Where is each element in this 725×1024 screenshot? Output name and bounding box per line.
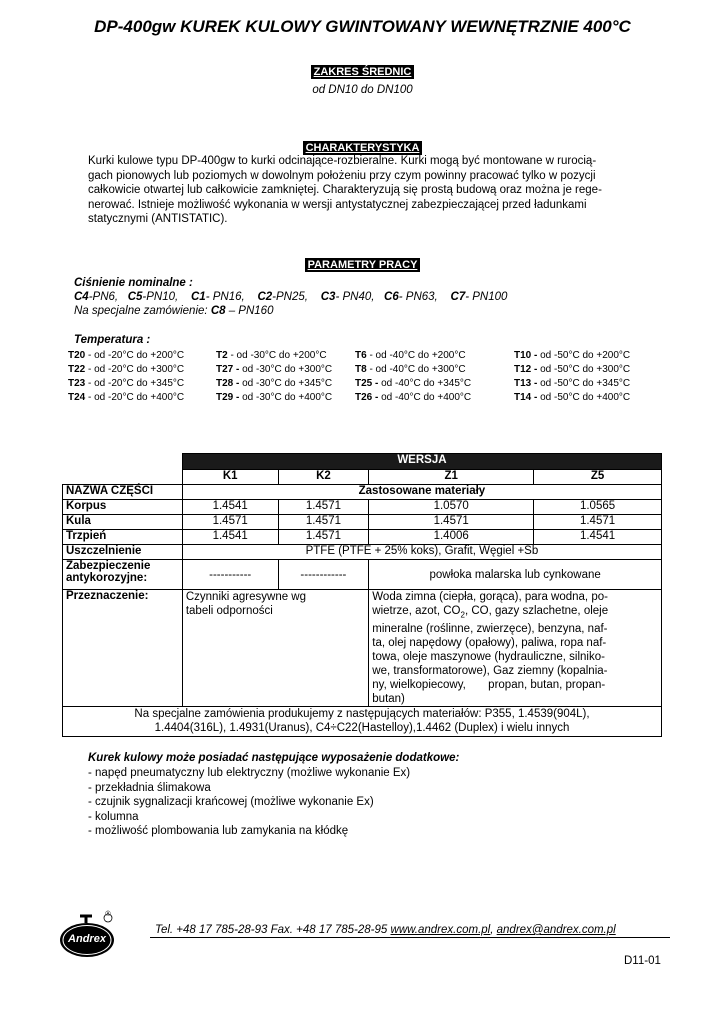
- page-title: DP-400gw KUREK KULOWY GWINTOWANY WEWNĘTRZNIE 400°C: [94, 17, 631, 36]
- temp-code: T10 -: [514, 350, 538, 361]
- nazwa-header: NAZWA CZĘŚCI: [63, 485, 183, 500]
- spec-table: [62, 453, 662, 737]
- version-z1: Z1: [369, 470, 534, 485]
- temp-code: T27 -: [216, 364, 240, 375]
- temp-row: [514, 377, 664, 391]
- temp-code: T28 -: [216, 378, 240, 389]
- pressure-value: - PN63,: [398, 291, 438, 303]
- pressure-code: C4: [74, 291, 89, 303]
- temperatura-label: Temperatura :: [74, 334, 151, 346]
- temp-range: - od -40°C do +200°C: [369, 350, 466, 361]
- material-cell: 1.4571: [182, 515, 278, 530]
- przeznaczenie-z-line: towa, oleje maszynowe (hydrauliczne, silniko-: [372, 651, 605, 664]
- pressure-code: C6: [384, 291, 399, 303]
- zakres-heading: ZAKRES ŚREDNIC: [311, 65, 415, 79]
- table-row: [63, 485, 662, 500]
- table-row: [63, 545, 662, 560]
- temp-row: [355, 391, 505, 405]
- temp-range: od -30°C do +400°C: [242, 392, 333, 403]
- temp-code: T23: [68, 378, 86, 389]
- temp-code: T6: [355, 350, 367, 361]
- table-row: [63, 454, 662, 470]
- temp-row: [514, 363, 664, 377]
- temp-row: [355, 377, 505, 391]
- temp-range: od -40°C do +345°C: [381, 378, 472, 389]
- version-k2: K2: [278, 470, 369, 485]
- table-row: [63, 590, 662, 707]
- pressure-code: C2: [257, 291, 273, 303]
- special-materials: [63, 707, 662, 737]
- andrex-logo: [56, 910, 118, 960]
- list-item: - możliwość plombowania lub zamykania na kłódkę: [88, 825, 349, 837]
- charakterystyka-line: gach pionowych lub poziomych w dowolnym położeniu przy czym powinny pracować tylko w pozycji: [88, 169, 596, 182]
- list-item: - kolumna: [88, 810, 139, 823]
- temp-row: [514, 349, 664, 363]
- temp-code: T24: [68, 392, 86, 403]
- przeznaczenie-z-text: , CO, gazy szlachetne, oleje: [464, 605, 609, 617]
- logo-text: Andrex: [68, 933, 106, 945]
- przeznaczenie-z-line: butan): [372, 693, 405, 706]
- part-name: Kula: [63, 515, 183, 530]
- pressure-value: -PN6,: [88, 291, 119, 303]
- special-value: – PN160: [228, 305, 274, 317]
- przeznaczenie-z-text: wietrze, azot, CO: [372, 605, 461, 617]
- zakres-text: od DN10 do DN100: [312, 84, 413, 96]
- wyposazenie-heading: Kurek kulowy może posiadać następujące wyposażenie dodatkowe:: [88, 752, 460, 764]
- przeznaczenie-z-line: ny, wielkopiecowy, propan, butan, propan-: [372, 679, 606, 692]
- temp-row: [514, 391, 664, 405]
- special-materials-line: 1.4404(316L), 1.4931(Uranus), C4÷C22(Hastelloy),1.4462 (Duplex) i wielu innych: [154, 722, 570, 735]
- table-row: [63, 530, 662, 545]
- zabezpieczenie-label-2: antykorozyjne:: [66, 572, 148, 584]
- doc-code: D11-01: [624, 955, 661, 967]
- temp-range: od -30°C do +300°C: [242, 364, 333, 375]
- temp-row: [355, 363, 505, 377]
- przeznaczenie-z: [369, 590, 662, 707]
- footer-email-link[interactable]: andrex@andrex.com.pl: [496, 924, 616, 936]
- temp-code: T14 -: [514, 392, 538, 403]
- przeznaczenie-k: [182, 590, 368, 707]
- part-name: Uszczelnienie: [63, 545, 183, 560]
- parametry-section: [0, 257, 725, 272]
- zakres-section: [0, 64, 725, 79]
- zabezpieczenie-k1: -----------: [182, 560, 278, 590]
- pressure-value: -PN25,: [272, 291, 308, 303]
- temp-code: T12 -: [514, 364, 538, 375]
- przeznaczenie-z-line: we, transformatorowe), Gaz ziemny (kopalnia-: [372, 665, 608, 678]
- temp-column-3: [355, 349, 505, 405]
- wersja-header: WERSJA: [182, 454, 661, 470]
- pressure-code: C3: [320, 291, 336, 303]
- temp-range: - od -20°C do +400°C: [88, 392, 185, 403]
- temp-code: T25 -: [355, 378, 379, 389]
- pressure-code: C7: [450, 291, 466, 303]
- temp-range: od -30°C do +345°C: [242, 378, 333, 389]
- table-row: [63, 470, 662, 485]
- temp-row: [68, 391, 213, 405]
- table-row: [63, 560, 662, 590]
- zabezpieczenie-z: powłoka malarska lub cynkowane: [369, 560, 662, 590]
- version-k1: K1: [182, 470, 278, 485]
- temp-range: - od -30°C do +200°C: [230, 350, 327, 361]
- table-row: [63, 500, 662, 515]
- temp-row: [216, 349, 356, 363]
- temp-row: [216, 377, 356, 391]
- temp-code: T29 -: [216, 392, 240, 403]
- part-name: Trzpień: [63, 530, 183, 545]
- zabezpieczenie-label-1: Zabezpieczenie: [66, 560, 151, 572]
- charakterystyka-line: Kurki kulowe typu DP-400gw to kurki odcinające-rozbieralne. Kurki mogą być montowane w rurocią-: [88, 155, 597, 167]
- footer-phone: Tel. +48 17 785-28-93 Fax. +48 17 785-28-95: [155, 924, 388, 936]
- temp-range: - od -20°C do +300°C: [88, 364, 185, 375]
- footer-separator: ,: [490, 924, 494, 936]
- temp-row: [355, 349, 505, 363]
- material-cell: 1.4541: [534, 530, 662, 545]
- version-z5: Z5: [534, 470, 662, 485]
- material-cell: 1.0565: [534, 500, 662, 515]
- special-prefix: Na specjalne zamówienie:: [74, 305, 208, 317]
- pressure-value: - PN16,: [205, 291, 245, 303]
- footer-contact: [155, 924, 616, 936]
- temp-code: T20: [68, 350, 86, 361]
- temp-range: od -40°C do +400°C: [381, 392, 472, 403]
- uszczelnienie-value: PTFE (PTFE + 25% koks), Grafit, Węgiel +Sb: [182, 545, 661, 560]
- charakterystyka-line: statycznymi (ANTISTATIC).: [88, 213, 228, 225]
- przeznaczenie-k-line: tabeli odporności: [185, 605, 273, 617]
- temp-row: [68, 377, 213, 391]
- pressure-value: - PN40,: [335, 291, 375, 303]
- special-materials-line: Na specjalne zamówienia produkujemy z następujących materiałów: P355, 1.4539(904L),: [134, 708, 590, 721]
- material-cell: 1.4571: [278, 515, 369, 530]
- cisnienie-label: Ciśnienie nominalne :: [74, 277, 193, 289]
- temp-range: od -50°C do +400°C: [540, 392, 631, 403]
- table-row: [63, 515, 662, 530]
- charakterystyka-section: [0, 140, 725, 155]
- pressure-code: C5: [127, 291, 143, 303]
- material-cell: 1.0570: [369, 500, 534, 515]
- special-pressure: [74, 305, 273, 317]
- list-item: - napęd pneumatyczny lub elektryczny (możliwe wykonanie Ex): [88, 767, 411, 779]
- part-name: Korpus: [63, 500, 183, 515]
- temp-row: [216, 363, 356, 377]
- charakterystyka-heading: CHARAKTERYSTYKA: [303, 141, 423, 155]
- temp-column-4: [514, 349, 664, 405]
- zabezpieczenie-k2: ------------: [278, 560, 369, 590]
- list-item: - czujnik sygnalizacji krańcowej (możliwe wykonanie Ex): [88, 796, 374, 808]
- temp-range: od -50°C do +300°C: [540, 364, 631, 375]
- temp-code: T22: [68, 364, 86, 375]
- part-name: [63, 560, 183, 590]
- footer-web-link[interactable]: www.andrex.com.pl: [390, 924, 491, 936]
- part-name: Przeznaczenie:: [63, 590, 183, 707]
- temp-range: - od -40°C do +300°C: [369, 364, 466, 375]
- wyposazenie-list: [88, 766, 410, 839]
- list-item: - przekładnia ślimakowa: [88, 781, 211, 794]
- material-cell: 1.4541: [182, 500, 278, 515]
- material-cell: 1.4571: [278, 500, 369, 515]
- temp-column-2: [216, 349, 356, 405]
- temp-code: T2: [216, 350, 228, 361]
- temp-range: - od -20°C do +200°C: [88, 350, 185, 361]
- temp-code: T26 -: [355, 392, 379, 403]
- footer-divider: [150, 937, 670, 938]
- registered-mark: ®: [105, 911, 111, 918]
- material-cell: 1.4571: [534, 515, 662, 530]
- temp-column-1: [68, 349, 213, 405]
- material-cell: 1.4541: [182, 530, 278, 545]
- temp-code: T13 -: [514, 378, 538, 389]
- pressure-code: C1: [190, 291, 206, 303]
- temp-range: od -50°C do +345°C: [540, 378, 631, 389]
- temp-row: [68, 349, 213, 363]
- material-cell: 1.4571: [369, 515, 534, 530]
- temp-range: - od -20°C do +345°C: [88, 378, 185, 389]
- charakterystyka-line: nerować. Istnieje możliwość wykonania w wersji antystatycznej zabezpieczającej przed ładunkami: [88, 198, 587, 211]
- temp-row: [216, 391, 356, 405]
- special-code: C8: [210, 305, 226, 317]
- charakterystyka-text: [88, 154, 648, 227]
- przeznaczenie-z-sub: 2: [460, 610, 465, 620]
- przeznaczenie-k-line: Czynniki agresywne wg: [185, 591, 307, 603]
- temp-code: T8: [355, 364, 367, 375]
- przeznaczenie-z-line: [372, 604, 658, 622]
- temp-row: [68, 363, 213, 377]
- pressure-value: - PN100: [465, 291, 508, 303]
- przeznaczenie-z-line: mineralne (roślinne, zwierzęce), benzyna, naf-: [372, 623, 608, 636]
- materialy-header: Zastosowane materiały: [182, 485, 661, 500]
- material-cell: 1.4006: [369, 530, 534, 545]
- charakterystyka-line: całkowicie otwartej lub całkowicie zamkniętej. Charakteryzują się prostą budową oraz można je rege-: [88, 184, 602, 196]
- temp-range: od -50°C do +200°C: [540, 350, 631, 361]
- table-row: [63, 707, 662, 737]
- pressure-list: [74, 291, 507, 303]
- przeznaczenie-z-line: ta, olej napędowy (opałowy), paliwa, ropa naf-: [372, 637, 607, 650]
- parametry-heading: PARAMETRY PRACY: [305, 258, 421, 272]
- material-cell: 1.4571: [278, 530, 369, 545]
- przeznaczenie-z-line: Woda zimna (ciepła, gorąca), para wodna, po-: [372, 591, 608, 603]
- pressure-value: -PN10,: [142, 291, 179, 303]
